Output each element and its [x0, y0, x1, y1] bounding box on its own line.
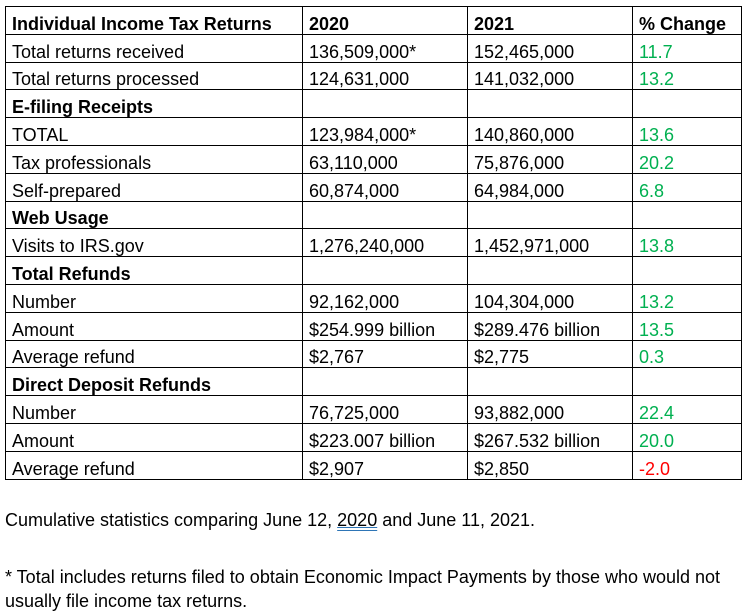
value-2020: 63,110,000 — [303, 145, 468, 173]
percent-change: -2.0 — [633, 451, 742, 479]
table-row — [6, 284, 742, 312]
row-label: Visits to IRS.gov — [6, 229, 303, 257]
section-label: E-filing Receipts — [6, 90, 303, 118]
section-row — [6, 201, 742, 229]
percent-change: 13.2 — [633, 284, 742, 312]
value-2020: 136,509,000* — [303, 34, 468, 62]
row-label: Number — [6, 396, 303, 424]
table-row — [6, 451, 742, 479]
value-2021: 64,984,000 — [468, 173, 633, 201]
table-header-row — [6, 7, 742, 35]
row-label: Average refund — [6, 451, 303, 479]
empty-cell — [303, 257, 468, 285]
section-row — [6, 257, 742, 285]
header-2020: 2020 — [303, 7, 468, 35]
table-row — [6, 34, 742, 62]
percent-change: 11.7 — [633, 34, 742, 62]
header-change: % Change — [633, 7, 742, 35]
value-2020: 92,162,000 — [303, 284, 468, 312]
table-row — [6, 173, 742, 201]
row-label: Amount — [6, 312, 303, 340]
section-row — [6, 368, 742, 396]
value-2021: 75,876,000 — [468, 145, 633, 173]
section-row — [6, 90, 742, 118]
empty-cell — [633, 201, 742, 229]
table-row — [6, 118, 742, 146]
value-2021: 140,860,000 — [468, 118, 633, 146]
percent-change: 13.6 — [633, 118, 742, 146]
cumulative-note — [5, 510, 535, 531]
cumulative-note-end: and June 11, 2021. — [377, 510, 536, 530]
row-label: Number — [6, 284, 303, 312]
footnote: * Total includes returns filed to obtain Economic Impact Payments by those who would not usually file income tax returns. — [5, 567, 721, 611]
percent-change: 6.8 — [633, 173, 742, 201]
value-2020: 123,984,000* — [303, 118, 468, 146]
value-2021: $2,850 — [468, 451, 633, 479]
section-label: Direct Deposit Refunds — [6, 368, 303, 396]
cumulative-note-year: 2020 — [337, 510, 378, 530]
table-row — [6, 312, 742, 340]
statistics-table-body — [6, 7, 742, 480]
empty-cell — [303, 368, 468, 396]
empty-cell — [468, 257, 633, 285]
value-2021: 152,465,000 — [468, 34, 633, 62]
table-row — [6, 423, 742, 451]
value-2021: $2,775 — [468, 340, 633, 368]
value-2020: 60,874,000 — [303, 173, 468, 201]
table-row — [6, 62, 742, 90]
value-2020: $2,767 — [303, 340, 468, 368]
value-2021: 93,882,000 — [468, 396, 633, 424]
row-label: Self-prepared — [6, 173, 303, 201]
percent-change: 13.8 — [633, 229, 742, 257]
empty-cell — [633, 257, 742, 285]
value-2021: $289.476 billion — [468, 312, 633, 340]
value-2020: 76,725,000 — [303, 396, 468, 424]
section-label: Web Usage — [6, 201, 303, 229]
statistics-table — [5, 6, 742, 480]
header-2021: 2021 — [468, 7, 633, 35]
percent-change: 0.3 — [633, 340, 742, 368]
table-row — [6, 145, 742, 173]
empty-cell — [303, 201, 468, 229]
table-row — [6, 229, 742, 257]
percent-change: 20.0 — [633, 423, 742, 451]
percent-change: 20.2 — [633, 145, 742, 173]
value-2020: $254.999 billion — [303, 312, 468, 340]
row-label: Amount — [6, 423, 303, 451]
value-2021: 141,032,000 — [468, 62, 633, 90]
empty-cell — [633, 368, 742, 396]
row-label: Total returns processed — [6, 62, 303, 90]
percent-change: 13.2 — [633, 62, 742, 90]
value-2020: 124,631,000 — [303, 62, 468, 90]
section-label: Total Refunds — [6, 257, 303, 285]
percent-change: 22.4 — [633, 396, 742, 424]
value-2021: $267.532 billion — [468, 423, 633, 451]
header-label: Individual Income Tax Returns — [6, 7, 303, 35]
empty-cell — [468, 90, 633, 118]
row-label: Average refund — [6, 340, 303, 368]
value-2020: $223.007 billion — [303, 423, 468, 451]
table-row — [6, 340, 742, 368]
value-2020: $2,907 — [303, 451, 468, 479]
value-2020: 1,276,240,000 — [303, 229, 468, 257]
percent-change: 13.5 — [633, 312, 742, 340]
empty-cell — [633, 90, 742, 118]
empty-cell — [468, 368, 633, 396]
value-2021: 104,304,000 — [468, 284, 633, 312]
empty-cell — [468, 201, 633, 229]
row-label: Total returns received — [6, 34, 303, 62]
table-row — [6, 396, 742, 424]
cumulative-note-start: Cumulative statistics comparing June 12, — [5, 510, 338, 530]
empty-cell — [303, 90, 468, 118]
row-label: TOTAL — [6, 118, 303, 146]
value-2021: 1,452,971,000 — [468, 229, 633, 257]
row-label: Tax professionals — [6, 145, 303, 173]
